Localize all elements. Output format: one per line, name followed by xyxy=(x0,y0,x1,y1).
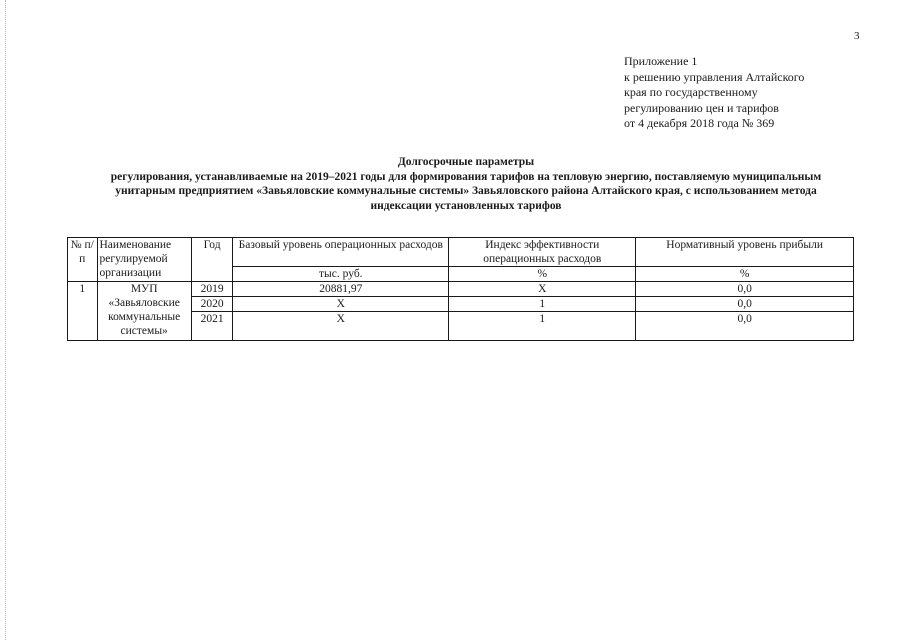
row-num: 1 xyxy=(68,282,98,341)
cell-year: 2020 xyxy=(191,297,233,312)
cell-index: Х xyxy=(449,282,636,297)
appendix-line: регулированию цен и тарифов xyxy=(624,100,779,115)
document-title xyxy=(40,155,892,213)
parameters-table xyxy=(67,237,854,341)
cell-profit: 0,0 xyxy=(636,297,854,312)
appendix-block xyxy=(624,54,804,132)
cell-base: Х xyxy=(233,312,449,341)
header-base: Базовый уровень операционных расходов xyxy=(233,238,449,267)
unit-base: тыс. руб. xyxy=(233,267,449,282)
appendix-line: Приложение 1 xyxy=(624,54,698,68)
header-index: Индекс эффективности операционных расходов xyxy=(449,238,636,267)
header-org: Наименование регулируемой организации xyxy=(97,238,191,282)
cell-year: 2019 xyxy=(191,282,233,297)
cell-profit: 0,0 xyxy=(636,312,854,341)
appendix-line: края по государственному xyxy=(624,85,758,99)
cell-base: 20881,97 xyxy=(233,282,449,297)
cell-index: 1 xyxy=(449,312,636,341)
cell-base: Х xyxy=(233,297,449,312)
header-num: № п/п xyxy=(68,238,98,282)
header-row xyxy=(68,238,854,267)
header-year: Год xyxy=(191,238,233,282)
cell-year: 2021 xyxy=(191,312,233,341)
unit-index: % xyxy=(449,267,636,282)
title-line: регулирования, устанавливаемые на 2019–2021 годы для формирования тарифов на тепловую энергию, поставляемую муниципальным xyxy=(110,170,822,183)
page-edge-line xyxy=(5,0,6,640)
title-line: индексации установленных тарифов xyxy=(370,199,562,212)
row-org: МУП «Завьяловские коммунальные системы» xyxy=(97,282,191,341)
appendix-line: от 4 декабря 2018 года № 369 xyxy=(624,116,775,130)
title-line: унитарным предприятием «Завьяловские коммунальные системы» Завьяловского района Алтайского края, с использованием метода xyxy=(115,185,817,197)
header-profit: Нормативный уровень прибыли xyxy=(636,238,854,267)
table-row xyxy=(68,282,854,297)
cell-index: 1 xyxy=(449,297,636,312)
appendix-line: к решению управления Алтайского xyxy=(624,69,805,84)
title-line: Долгосрочные параметры xyxy=(397,156,535,168)
cell-profit: 0,0 xyxy=(636,282,854,297)
unit-profit: % xyxy=(636,267,854,282)
page-number: 3 xyxy=(854,30,860,42)
